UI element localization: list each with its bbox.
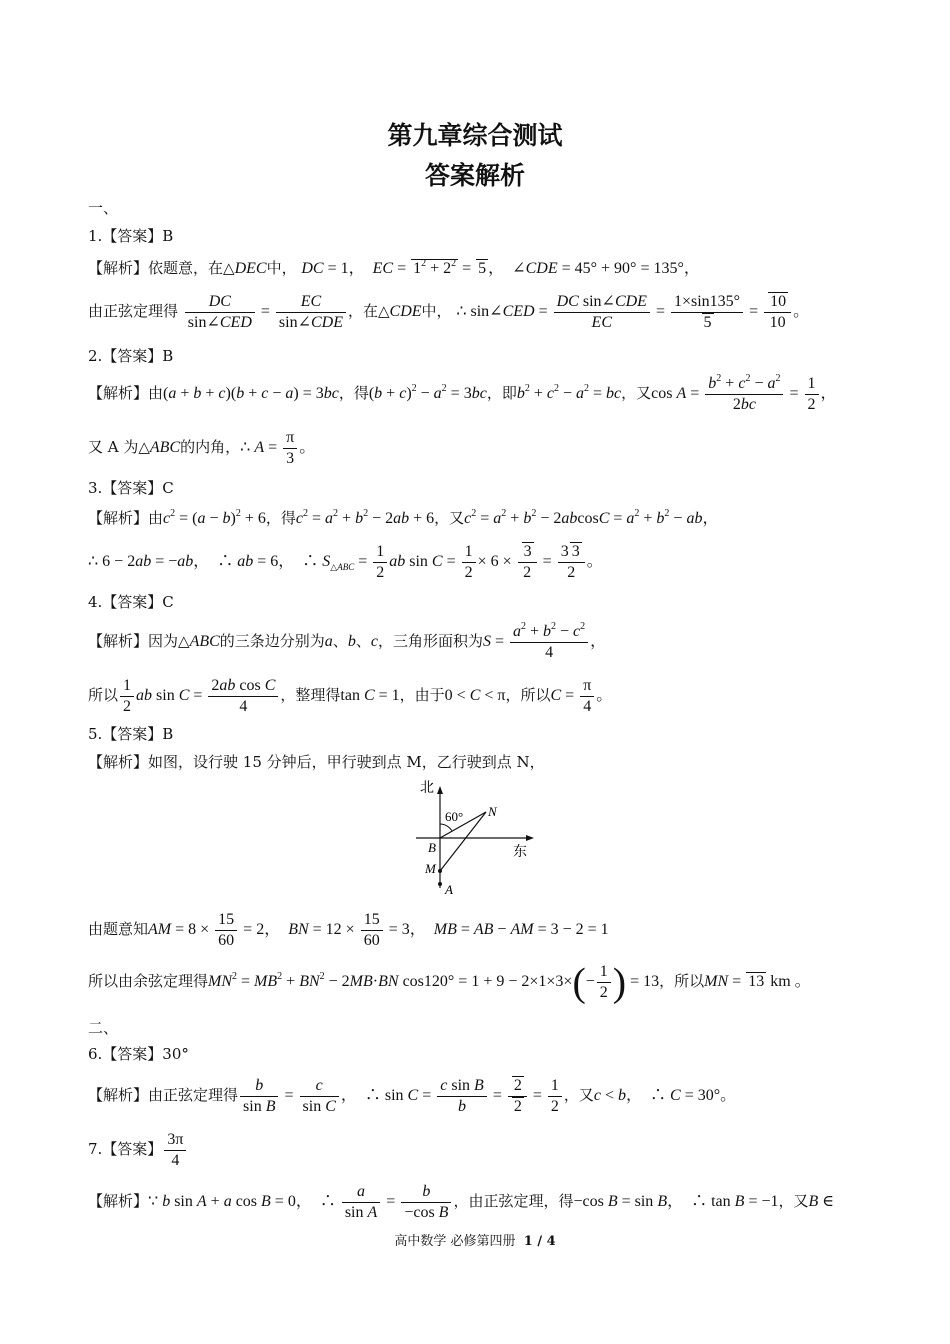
q7-answer-label: 7.【答案】 [88, 1140, 163, 1159]
point-m [438, 869, 442, 873]
q2-text-f: ABC [149, 439, 181, 457]
q1-text-f: CDE [389, 303, 422, 321]
q4-tag: 【解析】 [88, 632, 149, 651]
q2-text-e: 又 A 为△ [88, 438, 150, 457]
q6-text-a: 由正弦定理得 [148, 1086, 239, 1105]
q7-tag: 【解析】 [88, 1192, 149, 1211]
q4-text-f: 所以 [88, 686, 119, 705]
q2-text-c: ，即 [486, 384, 517, 403]
q2-solution-line-2: 又 A 为△ABC的内角，∴ A = $\frac{\pi}{3}$ 。 [88, 429, 316, 467]
east-arrow-icon [526, 835, 534, 841]
q5-text-b: 由题意知 [88, 920, 149, 939]
q7-text-a: ，由正弦定理，得 [453, 1192, 574, 1211]
point-m-label: M [425, 861, 436, 876]
footer-page-number: 1 / 4 [523, 1234, 556, 1249]
q4-text-b: ABC [189, 633, 220, 651]
point-a-label: A [445, 882, 453, 897]
q2-tag: 【解析】 [88, 384, 149, 403]
point-b-label: B [428, 840, 436, 855]
q1-solution-line-1: 【解析】依题意，在△DEC中， DC = 1， EC = $1^2 + 2^2 = 5$ ， ∠CDE = 45° + 90° = 135°， [88, 258, 700, 277]
q6-answer: 6.【答案】30° [88, 1045, 189, 1063]
q3-text-c: ，又 [434, 509, 465, 527]
point-a [438, 882, 442, 886]
page-footer [0, 1230, 950, 1249]
q2-text-a: 由 [148, 384, 164, 403]
q3-text-b: ，得 [265, 509, 296, 527]
angle-label: 60° [445, 809, 464, 824]
q2-answer: 2.【答案】B [88, 347, 174, 365]
q1-text-e: ，在△ [347, 302, 390, 321]
page-subtitle: 答案解析 [424, 161, 525, 190]
q3-tag: 【解析】 [88, 509, 149, 527]
footer-book-title: 高中数学 必修第四册 [394, 1234, 516, 1249]
q5-solution-line-3: 所以由余弦定理得$MN^2 = MB^2 + BN^2 - 2MB\cdot BN$ cos120° = 1 + 9 − 2×1×3×(− $\frac{1}{2}$ ) = 13，所以MN = 13 km 。 [88, 959, 811, 1005]
q1-text-a: 依题意，在△ [148, 259, 235, 277]
q2-text-d: ，又 [621, 384, 652, 403]
q5-text-a: 如图，设行驶 15 分钟后，甲行驶到点 M，乙行驶到点 N， [148, 753, 545, 771]
page-title: 第九章综合测试 [387, 121, 563, 150]
q3-solution-line-2: ∴ 6 − 2ab = −ab， ∴ ab = 6， ∴ $S_{\triangle ABC}$ = $\frac{1}{2}$ ab sin C = $\frac{1}{2}$ × 6 × $\frac{3}{2}$ = $\frac{3 3}{2}$ 。 [88, 543, 603, 581]
q1-answer: 1.【答案】B [88, 227, 174, 245]
q4-text-c: 的三条边分别为 [219, 632, 325, 651]
q4-text-i: ，所以 [505, 686, 551, 705]
q1-solution-line-2: 由正弦定理得 $\frac{DC}{\text{sin∠CED}}$ = $\frac{EC}{\text{sin∠CDE}}$ ，在△CDE中， ∴ sin∠CED = $\frac{\text{DC sin∠CDE}}{EC}$ = $\frac{1\times\sin 135^\circ}{5}$ = $\frac{10}{10}$ 。 [88, 293, 810, 331]
q2-text-g: 的内角， [180, 438, 241, 457]
q6-text-b: ，又 [563, 1086, 594, 1105]
q6-solution-line-1: 【解析】由正弦定理得 $\frac{b}{\text{sin B}}$ = $\frac{c}{\text{sin C}}$ ， ∴ sin C = $\frac{\text{c sin B}}{b}$ = $\frac{2}{2}$ = $\frac{1}{2}$ ，又c < b， ∴ C = 30°。 [88, 1077, 737, 1115]
q5-text-d: ，所以 [659, 972, 705, 991]
q4-text-d: 、 [332, 632, 348, 651]
q1-text-c: 中， [266, 259, 297, 277]
q7-answer: 7.【答案】 $\frac{3\pi}{4}$ [88, 1130, 188, 1171]
north-label: 北 [420, 780, 434, 796]
q1-text-d: 由正弦定理得 [88, 302, 179, 321]
q5-solution-line-2: 由题意知AM = 8 × $\frac{15}{60}$ = 2， BN = 12 × $\frac{15}{60}$ = 3， MB = AB − AM = 3 − 2 = 1 [88, 911, 609, 949]
q3-text-a: 由 [148, 509, 164, 527]
q4-text-a: 因为△ [148, 632, 190, 651]
q5-direction-figure [408, 776, 538, 898]
section-one-label: 一、 [88, 199, 119, 217]
q4-answer: 4.【答案】C [88, 593, 174, 611]
q7-solution-line-1: 【解析】∵ b sin A + a cos B = 0， ∴ $\frac{a}{\text{sin A}}$ = $\frac{b}{\text{−cos B}}$ ，由正弦定理，得−cos B = sin B， ∴ tan B = −1，又B ∈ [88, 1183, 835, 1221]
point-n-label: N [488, 804, 497, 819]
q5-solution-line-1 [88, 752, 545, 772]
q4-solution-line-2: 所以 $\frac{1}{2}$ ab sin C = $\frac{\text{2ab cos C}}{4}$ ，整理得tan C = 1，由于0 < C < π，所以C = $\frac{\pi}{4}$ 。 [88, 677, 613, 715]
section-two-label: 二、 [88, 1019, 119, 1037]
q2-text-b: ，得 [338, 384, 369, 403]
q5-answer: 5.【答案】B [88, 725, 174, 743]
q4-text-d2: 、 [355, 632, 371, 651]
north-arrow-icon [437, 786, 443, 794]
q2-solution-line-1: 【解析】由(a + b + c)(b + c − a) = 3bc，得$(b + c)^2 - a^2 = 3bc$，即$b^2 + c^2 - a^2$ = bc，又cos A = $\frac{b^2 + c^2 - a^2}{2bc}$ = $\frac{1}{2}$ ， [88, 373, 837, 413]
q1-text-b: DEC [234, 260, 267, 277]
q1-tag: 【解析】 [88, 259, 149, 277]
q6-tag: 【解析】 [88, 1086, 149, 1105]
q3-solution-line-1: 【解析】由$c^2 = (a - b)^2 + 6$，得$c^2 = a^2 + b^2 - 2ab + 6$，又$c^2 = a^2 + b^2 - 2abcosC = a^2 + b^2$ − ab， [88, 508, 719, 527]
angle-arc [440, 824, 452, 831]
q4-solution-line-1: 【解析】因为△ABC的三条边分别为a、b、c，三角形面积为S = $\frac{a^2 + b^2 - c^2}{4}$ ， [88, 621, 607, 661]
q5-tag: 【解析】 [88, 753, 149, 771]
q3-answer: 3.【答案】C [88, 479, 174, 497]
q1-text-g: 中， [421, 302, 452, 321]
q4-text-g: ，整理得 [280, 686, 341, 705]
q4-text-h: ，由于 [399, 686, 445, 705]
q7-text-b: ，又 [778, 1192, 809, 1211]
east-label: 东 [513, 844, 527, 860]
q4-text-e: ，三角形面积为 [377, 632, 483, 651]
q5-text-c: 所以由余弦定理得 [88, 972, 209, 991]
